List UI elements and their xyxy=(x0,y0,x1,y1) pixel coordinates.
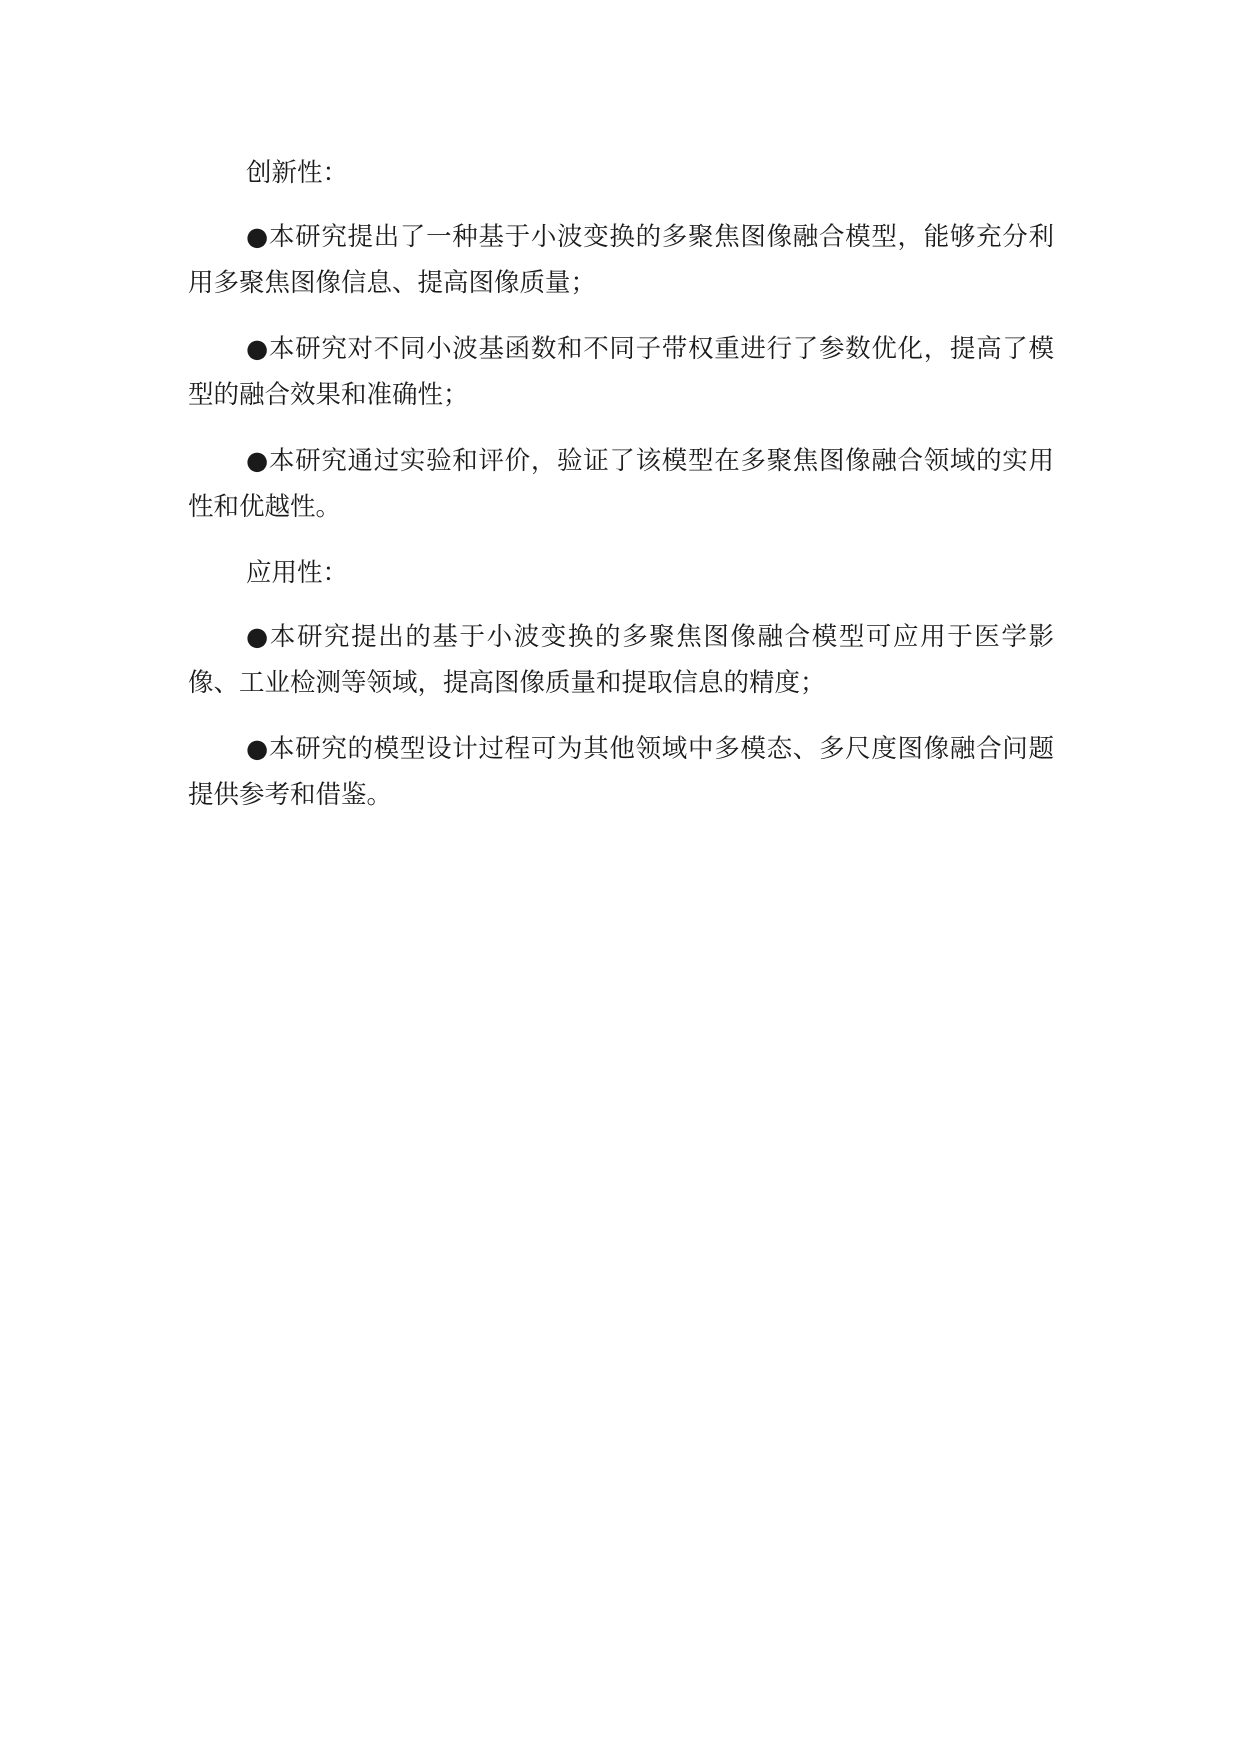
innovation-item: ●本研究提出了一种基于小波变换的多聚焦图像融合模型，能够充分利用多聚焦图像信息、提高图像质量； xyxy=(188,222,1054,298)
document-body xyxy=(188,150,1054,818)
applicability-item: ●本研究提出的基于小波变换的多聚焦图像融合模型可应用于医学影像、工业检测等领域，提高图像质量和提取信息的精度； xyxy=(188,622,1054,698)
applicability-item: ●本研究的模型设计过程可为其他领域中多模态、多尺度图像融合问题提供参考和借鉴。 xyxy=(188,734,1054,810)
innovation-heading: 创新性： xyxy=(246,158,349,188)
innovation-item: ●本研究通过实验和评价，验证了该模型在多聚焦图像融合领域的实用性和优越性。 xyxy=(188,446,1054,522)
applicability-heading: 应用性： xyxy=(246,558,349,588)
innovation-item: ●本研究对不同小波基函数和不同子带权重进行了参数优化，提高了模型的融合效果和准确性； xyxy=(188,334,1054,410)
